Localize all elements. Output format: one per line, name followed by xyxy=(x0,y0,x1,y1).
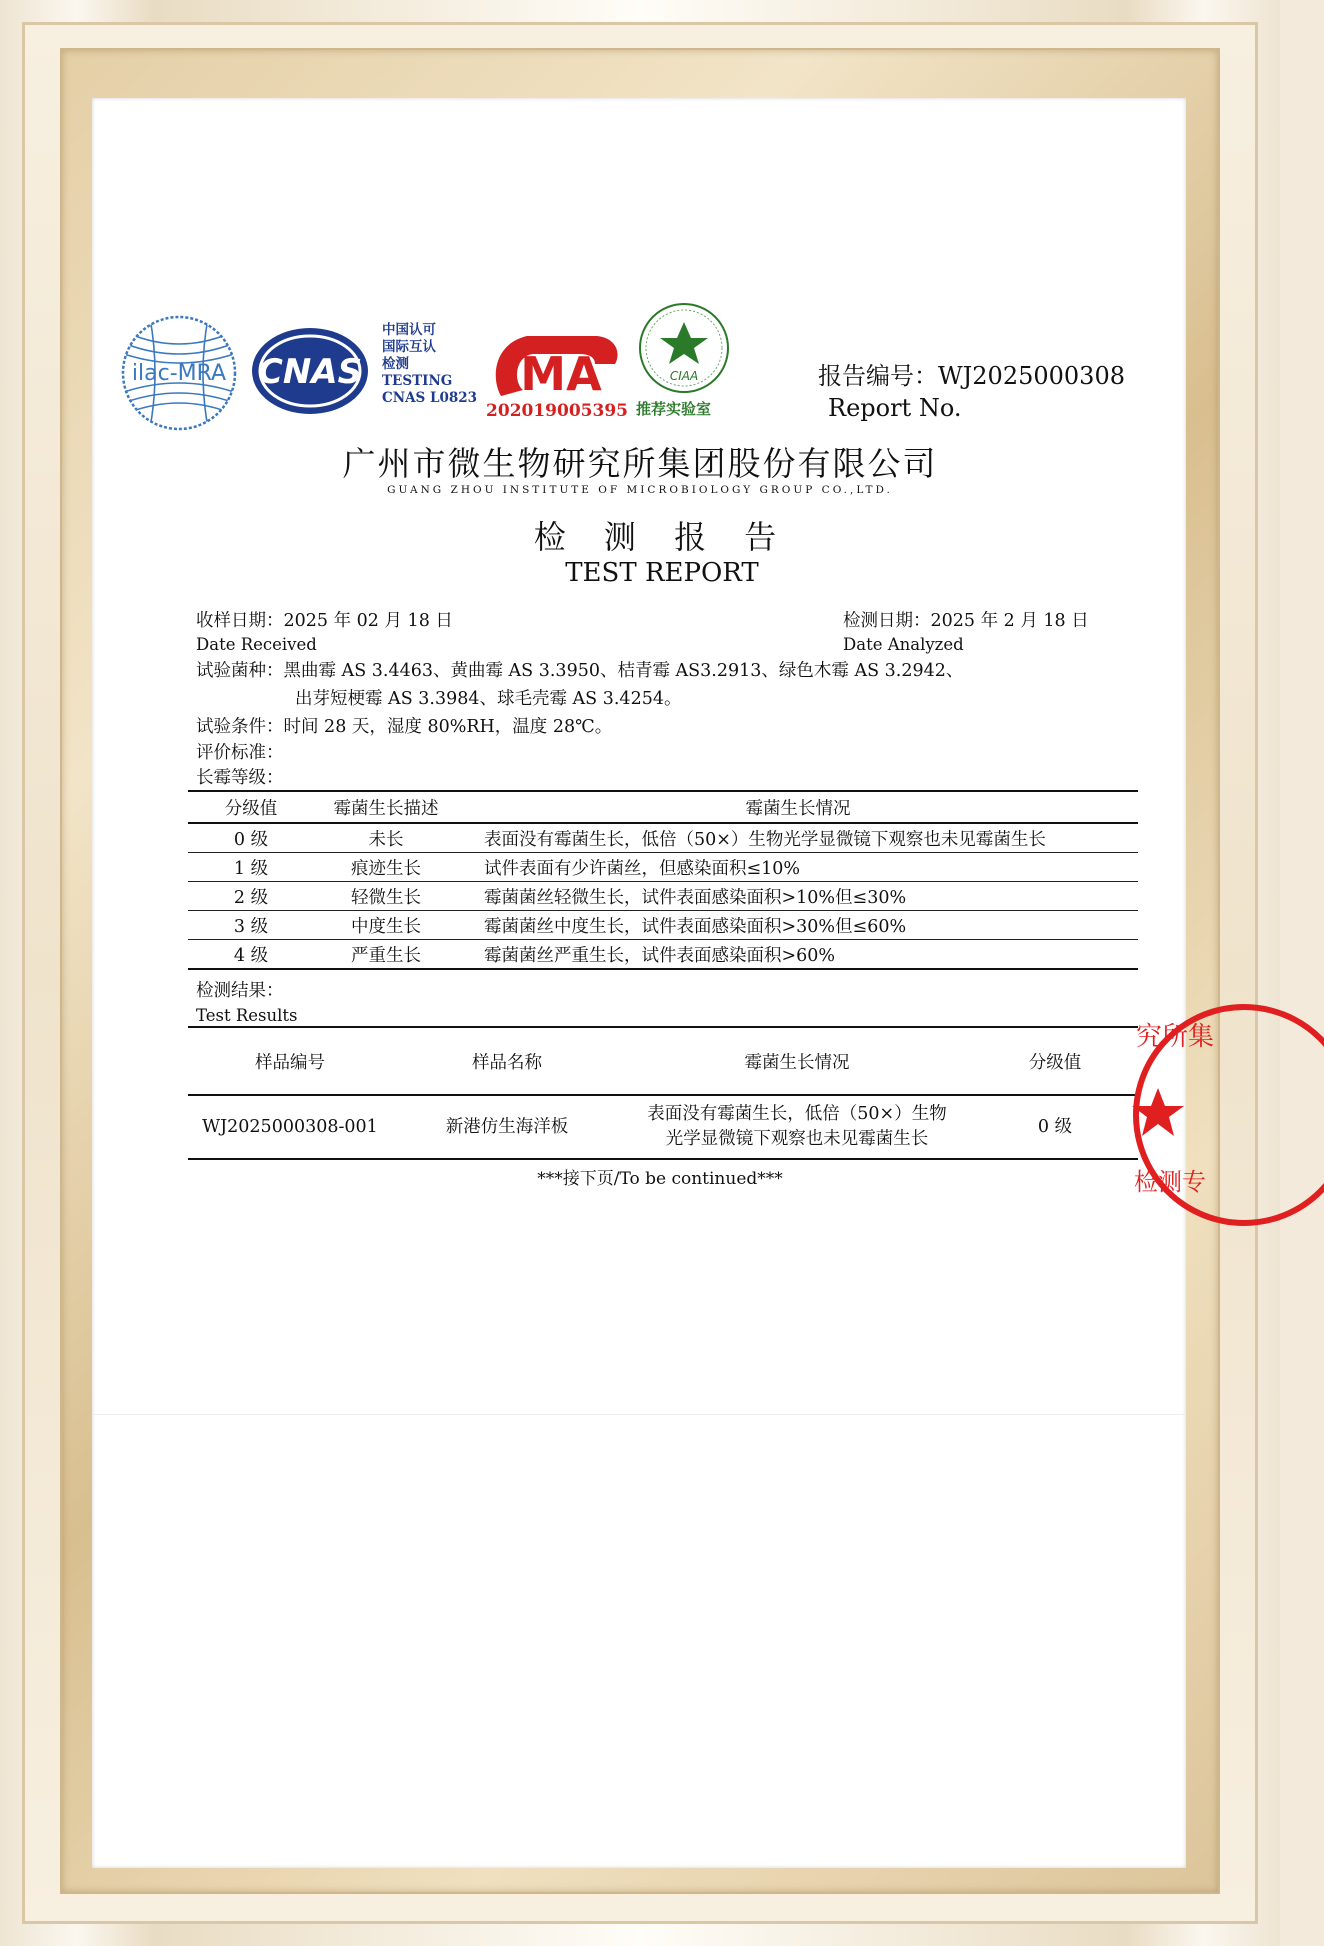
cnas-line: 中国认可 xyxy=(382,322,436,338)
sample-id-cell: WJ2025000308-001 xyxy=(188,1095,392,1159)
seal-bottom-text: 检测专 xyxy=(1134,1168,1206,1196)
test-results-table xyxy=(188,1026,1138,1160)
company-name-en: GUANG ZHOU INSTITUTE OF MICROBIOLOGY GROUP CO.,LTD. xyxy=(387,484,893,496)
cnas-line: TESTING xyxy=(382,373,453,389)
grade-cell: 0 级 xyxy=(972,1095,1138,1159)
report-no-value: WJ2025000308 xyxy=(938,362,1125,390)
ilac-mra-logo xyxy=(120,314,238,432)
seal-top-text: 究所集 xyxy=(1136,1022,1215,1052)
test-results-label-cn: 检测结果： xyxy=(196,981,284,1001)
report-title-cn: 检 测 报 告 xyxy=(533,518,791,556)
test-strains-line2: 出芽短梗霉 AS 3.3984、球毛壳霉 AS 3.4254。 xyxy=(295,689,682,709)
table-header-row xyxy=(188,791,1138,823)
description-cell: 未长 xyxy=(314,823,458,853)
paper-fold-line xyxy=(92,1414,1186,1415)
situation-cell: 霉菌菌丝中度生长，试件表面感染面积>30%但≤60% xyxy=(458,911,1138,940)
grade-cell: 0 级 xyxy=(188,823,314,853)
description-cell: 中度生长 xyxy=(314,911,458,940)
cnas-line: 国际互认 xyxy=(382,339,436,355)
table-row xyxy=(188,1095,1138,1159)
situation-line: 表面没有霉菌生长，低倍（50×）生物 xyxy=(647,1104,947,1124)
report-title-en: TEST REPORT xyxy=(565,558,759,588)
cma-logo xyxy=(487,324,627,420)
cnas-accreditation-text xyxy=(382,322,492,407)
description-cell: 痕迹生长 xyxy=(314,853,458,882)
growth-situation-cell xyxy=(622,1095,972,1159)
column-header: 霉菌生长描述 xyxy=(314,791,458,823)
test-results-label-en: Test Results xyxy=(196,1006,298,1025)
situation-cell: 霉菌菌丝轻微生长，试件表面感染面积>10%但≤30% xyxy=(458,882,1138,911)
ciaa-caption: 推荐实验室 xyxy=(636,400,712,418)
situation-cell: 表面没有霉菌生长，低倍（50×）生物光学显微镜下观察也未见霉菌生长 xyxy=(458,823,1138,853)
table-row xyxy=(188,882,1138,911)
table-row xyxy=(188,853,1138,882)
table-row xyxy=(188,823,1138,853)
table-row xyxy=(188,911,1138,940)
situation-line: 光学显微镜下观察也未见霉菌生长 xyxy=(665,1129,929,1149)
test-strains-line1: 试验菌种：黑曲霉 AS 3.4463、黄曲霉 AS 3.3950、桔青霉 AS3.2913、绿色木霉 AS 3.2942、 xyxy=(196,661,964,681)
date-analyzed-en: Date Analyzed xyxy=(843,635,964,654)
cnas-line: CNAS L0823 xyxy=(382,390,478,406)
column-header: 霉菌生长情况 xyxy=(622,1027,972,1095)
description-cell: 轻微生长 xyxy=(314,882,458,911)
table-row xyxy=(188,940,1138,970)
mold-grade-label: 长霉等级： xyxy=(196,768,284,788)
cma-logo-text: MA xyxy=(520,347,602,401)
official-seal xyxy=(1132,1000,1215,1230)
ilac-logo-text: ilac-MRA xyxy=(131,361,227,386)
cnas-logo-text: CNAS xyxy=(257,352,363,392)
date-analyzed-cn: 检测日期：2025 年 2 月 18 日 xyxy=(843,611,1089,631)
ciaa-logo xyxy=(636,300,732,396)
report-no-label-en: Report No. xyxy=(828,394,962,422)
test-conditions: 试验条件：时间 28 天，湿度 80%RH，温度 28℃。 xyxy=(196,717,613,737)
grade-cell: 2 级 xyxy=(188,882,314,911)
cnas-line: 检测 xyxy=(382,356,409,372)
date-received-en: Date Received xyxy=(196,635,317,654)
sample-name-cell: 新港仿生海洋板 xyxy=(392,1095,622,1159)
situation-cell: 试件表面有少许菌丝，但感染面积≤10% xyxy=(458,853,1138,882)
date-received-cn: 收样日期：2025 年 02 月 18 日 xyxy=(196,611,453,631)
column-header: 分级值 xyxy=(188,791,314,823)
company-name-cn: 广州市微生物研究所集团股份有限公司 xyxy=(342,444,938,483)
table-header-row xyxy=(188,1027,1138,1095)
cma-number: 202019005395 xyxy=(486,401,628,421)
continued-note: ***接下页/To be continued*** xyxy=(537,1169,783,1189)
description-cell: 严重生长 xyxy=(314,940,458,970)
cnas-logo xyxy=(248,325,372,417)
situation-cell: 霉菌菌丝严重生长，试件表面感染面积>60% xyxy=(458,940,1138,970)
report-no-label-cn: 报告编号： xyxy=(818,362,938,390)
report-number xyxy=(818,360,1125,424)
column-header: 分级值 xyxy=(972,1027,1138,1095)
evaluation-standard: 评价标准： xyxy=(196,743,284,763)
grade-cell: 4 级 xyxy=(188,940,314,970)
grade-cell: 1 级 xyxy=(188,853,314,882)
grade-cell: 3 级 xyxy=(188,911,314,940)
ciaa-logo-text: CIAA xyxy=(669,369,699,383)
column-header: 样品编号 xyxy=(188,1027,392,1095)
column-header: 样品名称 xyxy=(392,1027,622,1095)
column-header: 霉菌生长情况 xyxy=(458,791,1138,823)
mold-grade-table xyxy=(188,790,1138,970)
